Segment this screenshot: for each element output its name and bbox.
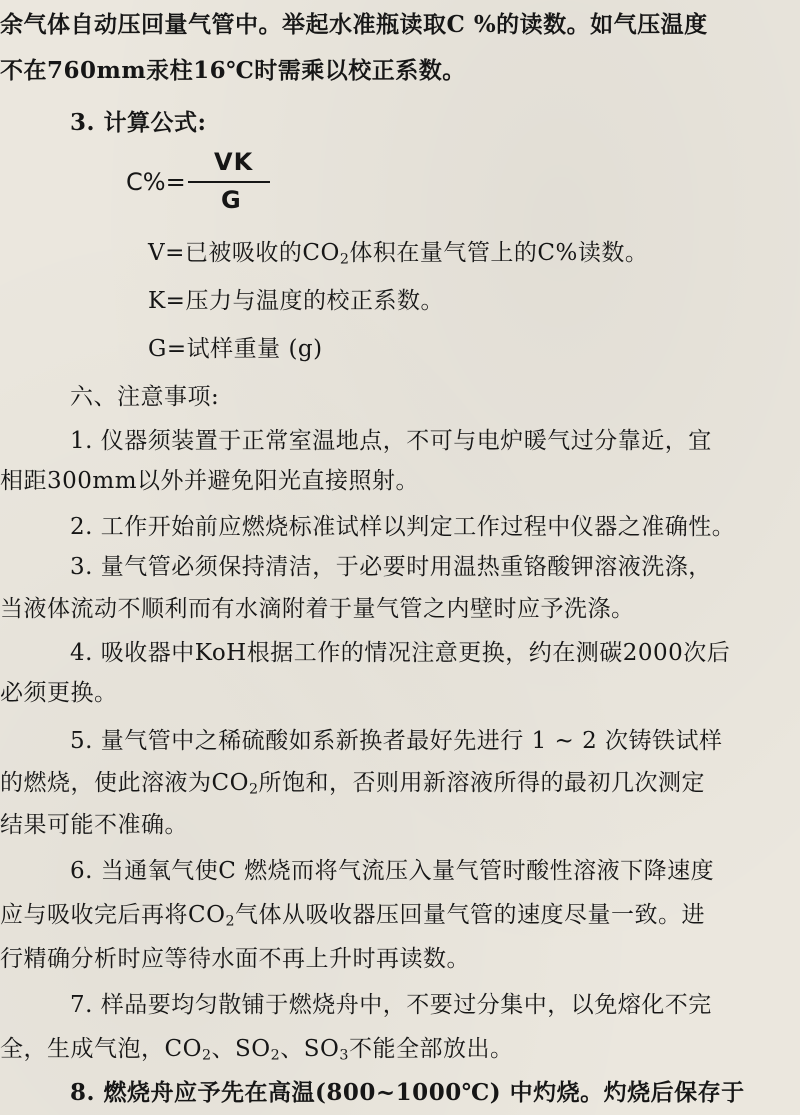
note-5-line-2-text-end: 所饱和，否则用新溶液所得的最初几次测定 bbox=[258, 770, 706, 796]
definition-g: G=试样重量 (g) bbox=[148, 336, 323, 362]
note-7-line-2-text-d: 不能全部放出。 bbox=[348, 1036, 514, 1062]
note-4-line-1: 4. 吸收器中KoH根据工作的情况注意更换，约在测碳2000次后 bbox=[70, 640, 731, 666]
subscript: 3 bbox=[339, 1047, 349, 1064]
definition-v bbox=[148, 234, 648, 268]
formula-lhs: C%= bbox=[126, 168, 186, 196]
note-3-line-2: 当液体流动不顺利而有水滴附着于量气管之内壁时应予洗涤。 bbox=[0, 596, 635, 622]
note-5-line-3: 结果可能不准确。 bbox=[0, 812, 188, 838]
definition-v-text: V=已被吸收的CO bbox=[148, 240, 340, 266]
subscript: 2 bbox=[248, 781, 259, 798]
note-5-line-1: 5. 量气管中之稀硫酸如系新换者最好先进行 1 ~ 2 次铸铁试样 bbox=[70, 728, 723, 754]
section-heading-notes: 六、注意事项: bbox=[70, 384, 220, 410]
note-7-line-2-text-b: 、SO bbox=[211, 1036, 271, 1062]
note-8-line-1: 8. 燃烧舟应予先在高温(800~1000℃) 中灼烧。灼烧后保存于 bbox=[70, 1079, 745, 1106]
subscript: 2 bbox=[201, 1047, 212, 1064]
formula-denominator: G bbox=[221, 186, 241, 214]
note-5-line-2 bbox=[0, 764, 705, 798]
fraction-bar bbox=[188, 181, 270, 183]
note-2: 2. 工作开始前应燃烧标准试样以判定工作过程中仪器之准确性。 bbox=[70, 514, 736, 540]
calc-heading: 3. 计算公式: bbox=[70, 109, 207, 136]
text-line-2: 不在760mm汞柱16℃时需乘以校正系数。 bbox=[0, 57, 466, 84]
note-4-line-2: 必须更换。 bbox=[0, 680, 118, 706]
definition-k: K=压力与温度的校正系数。 bbox=[148, 288, 444, 314]
note-7-line-1: 7. 样品要均匀散铺于燃烧舟中，不要过分集中，以免熔化不完 bbox=[70, 992, 712, 1018]
subscript: 2 bbox=[270, 1047, 281, 1064]
note-6-line-2 bbox=[0, 896, 705, 930]
note-1-line-2: 相距300mm以外并避免阳光直接照射。 bbox=[0, 468, 420, 494]
definition-v-text-end: 体积在量气管上的C%读数。 bbox=[349, 240, 649, 266]
note-7-line-2-text-c: 、SO bbox=[280, 1036, 340, 1062]
note-6-line-3: 行精确分析时应等待水面不再上升时再读数。 bbox=[0, 946, 470, 972]
note-6-line-2-text: 应与吸收完后再将CO bbox=[0, 902, 226, 928]
carbon-formula bbox=[126, 148, 286, 218]
text-line-1: 余气体自动压回量气管中。举起水准瓶读取C %的读数。如气压温度 bbox=[0, 11, 708, 38]
note-5-line-2-text: 的燃烧，使此溶液为CO bbox=[0, 770, 249, 796]
note-7-line-2-text-a: 全，生成气泡，CO bbox=[0, 1036, 202, 1062]
formula-numerator: VK bbox=[214, 148, 254, 176]
note-3-line-1: 3. 量气管必须保持清洁，于必要时用温热重铬酸钾溶液洗涤， bbox=[70, 554, 712, 580]
note-6-line-2-text-end: 气体从吸收器压回量气管的速度尽量一致。进 bbox=[235, 902, 706, 928]
note-6-line-1: 6. 当通氧气使C 燃烧而将气流压入量气管时酸性溶液下降速度 bbox=[70, 858, 715, 884]
note-1-line-1: 1. 仪器须装置于正常室温地点，不可与电炉暖气过分靠近，宜 bbox=[70, 428, 712, 454]
note-7-line-2 bbox=[0, 1030, 513, 1064]
subscript: 2 bbox=[225, 913, 236, 930]
subscript: 2 bbox=[339, 251, 350, 268]
